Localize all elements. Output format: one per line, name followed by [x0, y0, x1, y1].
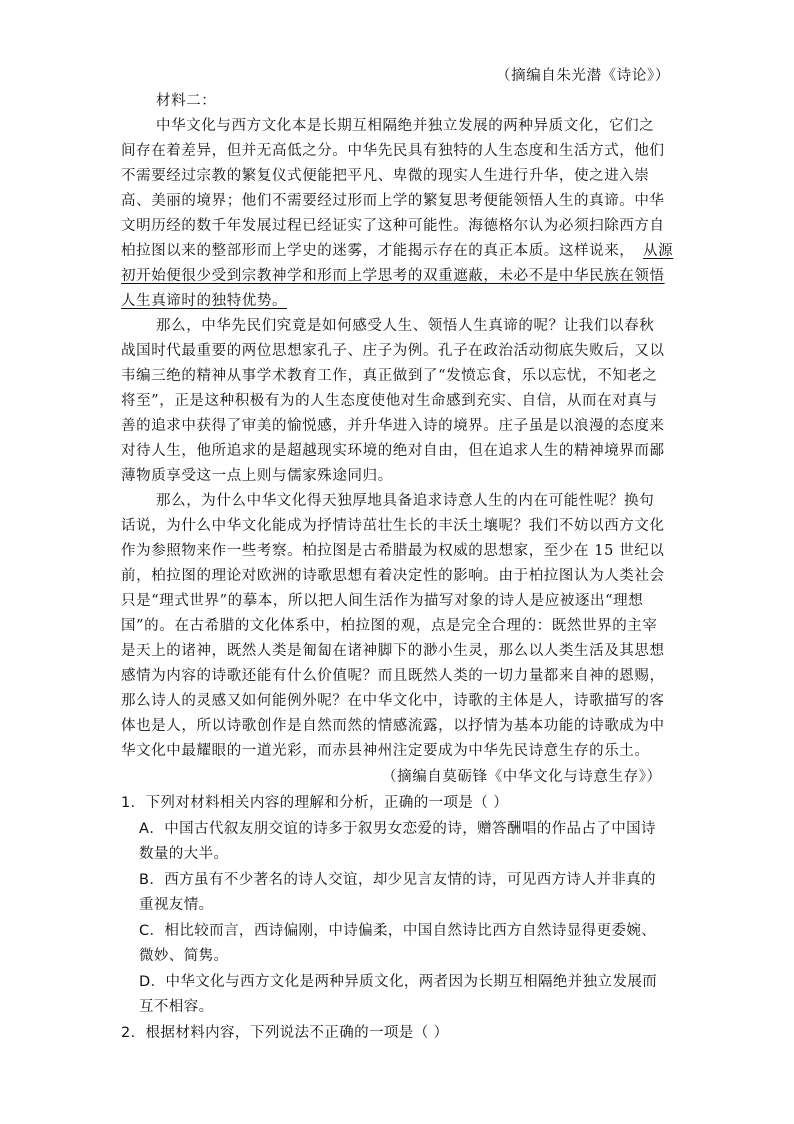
underlined-sentence-start: 从源 — [643, 243, 674, 259]
source-citation-2: （摘编自莫砺锋《中华文化与诗意生存》） — [382, 769, 662, 785]
paragraph-3-line: 作为参照物来作一些考察。柏拉图是古希腊最为权威的思想家，至少在 15 世纪以 — [121, 543, 665, 559]
question-1-option-b: B．西方虽有不少著名的诗人交谊，却少见言友情的诗，可见西方诗人并非真的 — [139, 872, 656, 888]
paragraph-3-line: 只是“理式世界”的摹本，所以把人间生活作为描写对象的诗人是应被逐出“理想 — [121, 593, 644, 609]
question-2-stem: 2．根据材料内容，下列说法不正确的一项是（ ） — [121, 1025, 449, 1041]
paragraph-1-line: 间存在着差异，但并无高低之分。中华先民具有独特的人生态度和生活方式，他们 — [121, 143, 665, 159]
paragraph-3-line: 感情为内容的诗歌还能有什么价值呢？而且既然人类的一切力量都来自神的恩赐， — [121, 668, 665, 684]
question-1-option-c: C．相比较而言，西诗偏刚，中诗偏柔，中国自然诗比西方自然诗显得更委婉、 — [139, 923, 657, 939]
paragraph-1-line: 不需要经过宗教的繁复仪式便能把平凡、卑微的现实人生进行升华，使之进入崇 — [121, 168, 650, 184]
paragraph-2-line: 薄物质享受这一点上则与儒家殊途同归。 — [121, 468, 393, 484]
paragraph-3-line: 那么诗人的灵感又如何能例外呢？在中华文化中，诗歌的主体是人，诗歌描写的客 — [121, 693, 665, 709]
paragraph-1-line: 中华文化与西方文化本是长期互相隔绝并独立发展的两种异质文化，它们之 — [156, 118, 655, 134]
paragraph-2-line: 韦编三绝的精神从事学术教育工作，真正做到了“发愤忘食，乐以忘忧，不知老之 — [121, 368, 658, 384]
paragraph-2-line: 将至”，正是这种积极有为的人生态度使他对生命感到充实、自信，从而在对真与 — [121, 393, 658, 409]
paragraph-2-line: 战国时代最重要的两位思想家孔子、庄子为例。孔子在政治活动彻底失败后，又以 — [121, 343, 665, 359]
paragraph-2-line: 对待人生，他所追求的是超越现实环境的绝对自由，但在追求人生的精神境界而鄙 — [121, 443, 665, 459]
question-1-option-c-cont: 微妙、简隽。 — [139, 948, 229, 964]
paragraph-1-line: 柏拉图以来的整部形而上学史的迷雾，才能揭示存在的真正本质。这样说来， — [121, 243, 635, 259]
underlined-sentence-line: 初开始便很少受到宗教神学和形而上学思考的双重遮蔽，未必不是中华民族在领悟 — [121, 268, 665, 284]
paragraph-1-line: 文明历经的数千年发展过程已经证实了这种可能性。海德格尔认为必须扫除西方自 — [121, 218, 665, 234]
question-1-stem: 1．下列对材料相关内容的理解和分析，正确的一项是（ ） — [121, 795, 509, 811]
question-1-option-d: D．中华文化与西方文化是两种异质文化，两者因为长期互相隔绝并独立发展而 — [139, 974, 658, 990]
paragraph-2-line: 那么，中华先民们究竟是如何感受人生、领悟人生真谛的呢？让我们以春秋 — [156, 318, 655, 334]
source-citation-1: （摘编自朱光潜《诗论》） — [496, 68, 670, 84]
paragraph-1-line: 高、美丽的境界；他们不需要经过形而上学的繁复思考便能领悟人生的真谛。中华 — [121, 193, 665, 209]
paragraph-3-line: 前，柏拉图的理论对欧洲的诗歌思想有着决定性的影响。由于柏拉图认为人类社会 — [121, 568, 665, 584]
underlined-sentence-end: 人生真谛时的独特优势。 — [121, 293, 288, 309]
material-2-heading: 材料二： — [156, 93, 217, 109]
paragraph-3-line: 是天上的诸神，既然人类是匍匐在诸神脚下的渺小生灵，那么以人类生活及其思想 — [121, 643, 665, 659]
paragraph-3-line: 华文化中最耀眼的一道光彩，而赤县神州注定要成为中华先民诗意生存的乐土。 — [121, 743, 650, 759]
paragraph-3-line: 话说，为什么中华文化能成为抒情诗茁壮生长的丰沃土壤呢？我们不妨以西方文化 — [121, 518, 665, 534]
question-1-option-a: A．中国古代叙友朋交谊的诗多于叙男女恋爱的诗，赠答酬唱的作品占了中国诗 — [139, 821, 656, 837]
paragraph-3-line: 国”的。在古希腊的文化体系中，柏拉图的观，点是完全合理的：既然世界的主宰 — [121, 618, 658, 634]
paragraph-3-line: 那么，为什么中华文化得天独厚地具备追求诗意人生的内在可能性呢？换句 — [156, 493, 655, 509]
paragraph-2-line: 善的追求中获得了审美的愉悦感，并升华进入诗的境界。庄子虽是以浪漫的态度来 — [121, 418, 665, 434]
paragraph-3-line: 体也是人，所以诗歌创作是自然而然的情感流露，以抒情为基本功能的诗歌成为中 — [121, 718, 665, 734]
question-1-option-a-cont: 数量的大半。 — [139, 846, 229, 862]
question-1-option-d-cont: 互不相容。 — [139, 999, 214, 1015]
question-1-option-b-cont: 重视友情。 — [139, 897, 214, 913]
